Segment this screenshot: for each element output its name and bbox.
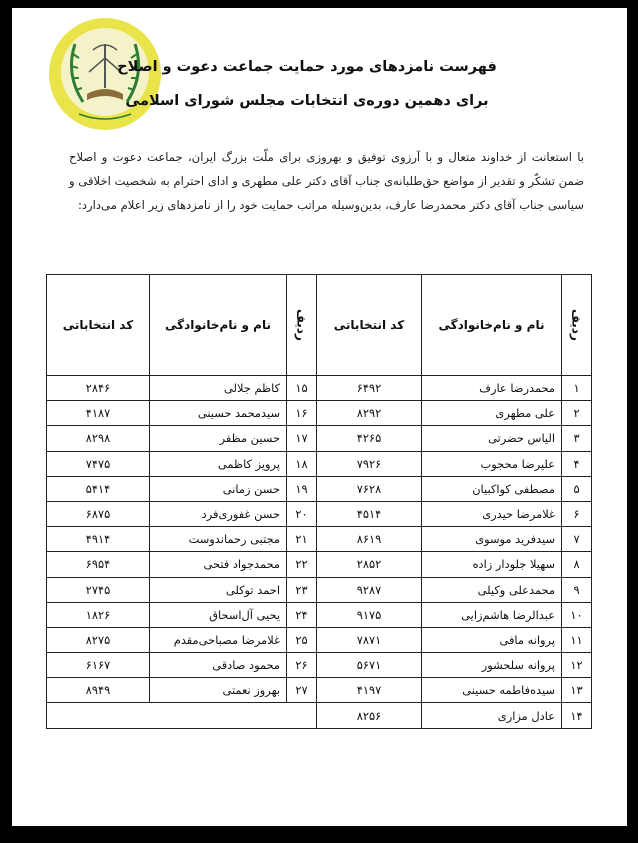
table-row: [47, 476, 592, 501]
title-line-2: برای دهمین دوره‌ی انتخابات مجلس شورای اسلامی: [125, 93, 489, 109]
table-row: [47, 602, 592, 627]
electoral-code-cell: ۲۸۵۲: [317, 552, 422, 577]
electoral-code-cell: ۶۱۶۷: [47, 653, 150, 678]
electoral-code-cell: ۸۹۴۹: [47, 678, 150, 703]
candidate-name-cell: حسین مظفر: [150, 426, 287, 451]
row-number-cell: ۱۸: [287, 451, 317, 476]
table-row: [47, 501, 592, 526]
header-row-number-right: ردیف: [562, 275, 592, 376]
electoral-code-cell: ۱۸۲۶: [47, 602, 150, 627]
row-number-cell: ۱۰: [562, 602, 592, 627]
table-row: [47, 401, 592, 426]
electoral-code-cell: ۸۲۹۲: [317, 401, 422, 426]
candidate-name-cell: محمود صادقی: [150, 653, 287, 678]
table-row: [47, 527, 592, 552]
candidate-name-cell: محمدرضا عارف: [422, 376, 562, 401]
row-number-cell: ۴: [562, 451, 592, 476]
electoral-code-cell: ۴۱۹۷: [317, 678, 422, 703]
empty-cell: [47, 703, 317, 728]
row-number-cell: ۵: [562, 476, 592, 501]
electoral-code-cell: ۷۸۷۱: [317, 627, 422, 652]
electoral-code-cell: ۴۹۱۴: [47, 527, 150, 552]
electoral-code-cell: ۸۲۷۵: [47, 627, 150, 652]
electoral-code-cell: ۶۹۵۴: [47, 552, 150, 577]
candidate-name-cell: عبدالرضا هاشم‌زایی: [422, 602, 562, 627]
electoral-code-cell: ۷۴۷۵: [47, 451, 150, 476]
candidate-name-cell: سیده‌فاطمه حسینی: [422, 678, 562, 703]
table-row: [47, 627, 592, 652]
row-number-cell: ۹: [562, 577, 592, 602]
electoral-code-cell: ۷۹۲۶: [317, 451, 422, 476]
title-line-1: فهرست نامزدهای مورد حمایت جماعت دعوت و اصلاح: [117, 59, 497, 75]
row-number-cell: ۱۴: [562, 703, 592, 728]
row-number-cell: ۲۲: [287, 552, 317, 577]
candidate-name-cell: بهروز نعمتی: [150, 678, 287, 703]
electoral-code-cell: ۷۶۲۸: [317, 476, 422, 501]
table-header-row: [47, 275, 592, 376]
page-title: [97, 50, 517, 118]
row-number-cell: ۱۱: [562, 627, 592, 652]
electoral-code-cell: ۹۱۷۵: [317, 602, 422, 627]
candidate-name-cell: احمد توکلی: [150, 577, 287, 602]
row-number-cell: ۶: [562, 501, 592, 526]
header-code-right: کد انتخاباتی: [317, 275, 422, 376]
candidate-name-cell: علیرضا محجوب: [422, 451, 562, 476]
electoral-code-cell: ۶۴۹۲: [317, 376, 422, 401]
table-row: [47, 678, 592, 703]
table-row: [47, 577, 592, 602]
electoral-code-cell: ۸۲۵۶: [317, 703, 422, 728]
candidate-name-cell: غلامرضا حیدری: [422, 501, 562, 526]
header-code-left: کد انتخاباتی: [47, 275, 150, 376]
candidate-name-cell: یحیی آل‌اسحاق: [150, 602, 287, 627]
row-number-cell: ۲۵: [287, 627, 317, 652]
table-row: [47, 653, 592, 678]
row-number-cell: ۱: [562, 376, 592, 401]
electoral-code-cell: ۲۷۴۵: [47, 577, 150, 602]
candidate-name-cell: سهیلا جلودار زاده: [422, 552, 562, 577]
candidate-name-cell: حسن غفوری‌فرد: [150, 501, 287, 526]
candidate-name-cell: مصطفی کواکبیان: [422, 476, 562, 501]
electoral-code-cell: ۴۲۶۵: [317, 426, 422, 451]
candidate-name-cell: مجتبی رحماندوست: [150, 527, 287, 552]
candidate-name-cell: کاظم جلالی: [150, 376, 287, 401]
candidate-name-cell: پروانه سلحشور: [422, 653, 562, 678]
electoral-code-cell: ۶۸۷۵: [47, 501, 150, 526]
candidate-name-cell: الیاس حضرتی: [422, 426, 562, 451]
row-number-cell: ۱۳: [562, 678, 592, 703]
header-row-number-left: ردیف: [287, 275, 317, 376]
row-number-cell: ۱۹: [287, 476, 317, 501]
row-number-cell: ۲۴: [287, 602, 317, 627]
candidate-name-cell: سیدفرید موسوی: [422, 527, 562, 552]
header-name-left: نام و نام‌خانوادگی: [150, 275, 287, 376]
candidate-name-cell: محمدعلی وکیلی: [422, 577, 562, 602]
row-number-cell: ۱۲: [562, 653, 592, 678]
document-page: [12, 8, 627, 826]
row-number-cell: ۲۰: [287, 501, 317, 526]
candidates-table: [46, 274, 592, 729]
candidate-name-cell: حسن زمانی: [150, 476, 287, 501]
table-row: [47, 426, 592, 451]
candidate-name-cell: سیدمحمد حسینی: [150, 401, 287, 426]
row-number-cell: ۲۷: [287, 678, 317, 703]
row-number-cell: ۱۵: [287, 376, 317, 401]
candidate-name-cell: غلامرضا مصباحی‌مقدم: [150, 627, 287, 652]
row-number-cell: ۱۶: [287, 401, 317, 426]
row-number-cell: ۲۶: [287, 653, 317, 678]
electoral-code-cell: ۴۱۸۷: [47, 401, 150, 426]
row-number-cell: ۲۱: [287, 527, 317, 552]
table-row: [47, 376, 592, 401]
row-number-cell: ۸: [562, 552, 592, 577]
electoral-code-cell: ۸۶۱۹: [317, 527, 422, 552]
candidate-name-cell: پرویز کاظمی: [150, 451, 287, 476]
candidate-name-cell: پروانه مافی: [422, 627, 562, 652]
candidate-name-cell: عادل مزاری: [422, 703, 562, 728]
row-number-cell: ۷: [562, 527, 592, 552]
row-number-cell: ۲۳: [287, 577, 317, 602]
electoral-code-cell: ۴۵۱۴: [317, 501, 422, 526]
table-row: [47, 451, 592, 476]
row-number-cell: ۳: [562, 426, 592, 451]
electoral-code-cell: ۵۴۱۴: [47, 476, 150, 501]
row-number-cell: ۲: [562, 401, 592, 426]
candidate-name-cell: محمدجواد فتحی: [150, 552, 287, 577]
electoral-code-cell: ۸۲۹۸: [47, 426, 150, 451]
electoral-code-cell: ۵۶۷۱: [317, 653, 422, 678]
electoral-code-cell: ۹۲۸۷: [317, 577, 422, 602]
electoral-code-cell: ۲۸۴۶: [47, 376, 150, 401]
table-row: [47, 552, 592, 577]
intro-paragraph: با استعانت از خداوند متعال و با آرزوی توفیق و بهروزی برای ملّت بزرگ ایران، جماعت دعوت و اصلاح ضمن تشکّر و تقدیر از مواضع حق‌طلبانه‌ی جناب آقای دکتر علی مطهری و ادای احترام به شخصیت اخلاقی و سیاسی جناب آقای دکتر محمدرضا عارف، بدین‌وسیله مراتب حمایت خود را از نامزدهای زیر اعلام می‌دارد:: [69, 150, 584, 212]
candidate-name-cell: علی مطهری: [422, 401, 562, 426]
header-name-right: نام و نام‌خانوادگی: [422, 275, 562, 376]
row-number-cell: ۱۷: [287, 426, 317, 451]
table-row: [47, 703, 592, 728]
